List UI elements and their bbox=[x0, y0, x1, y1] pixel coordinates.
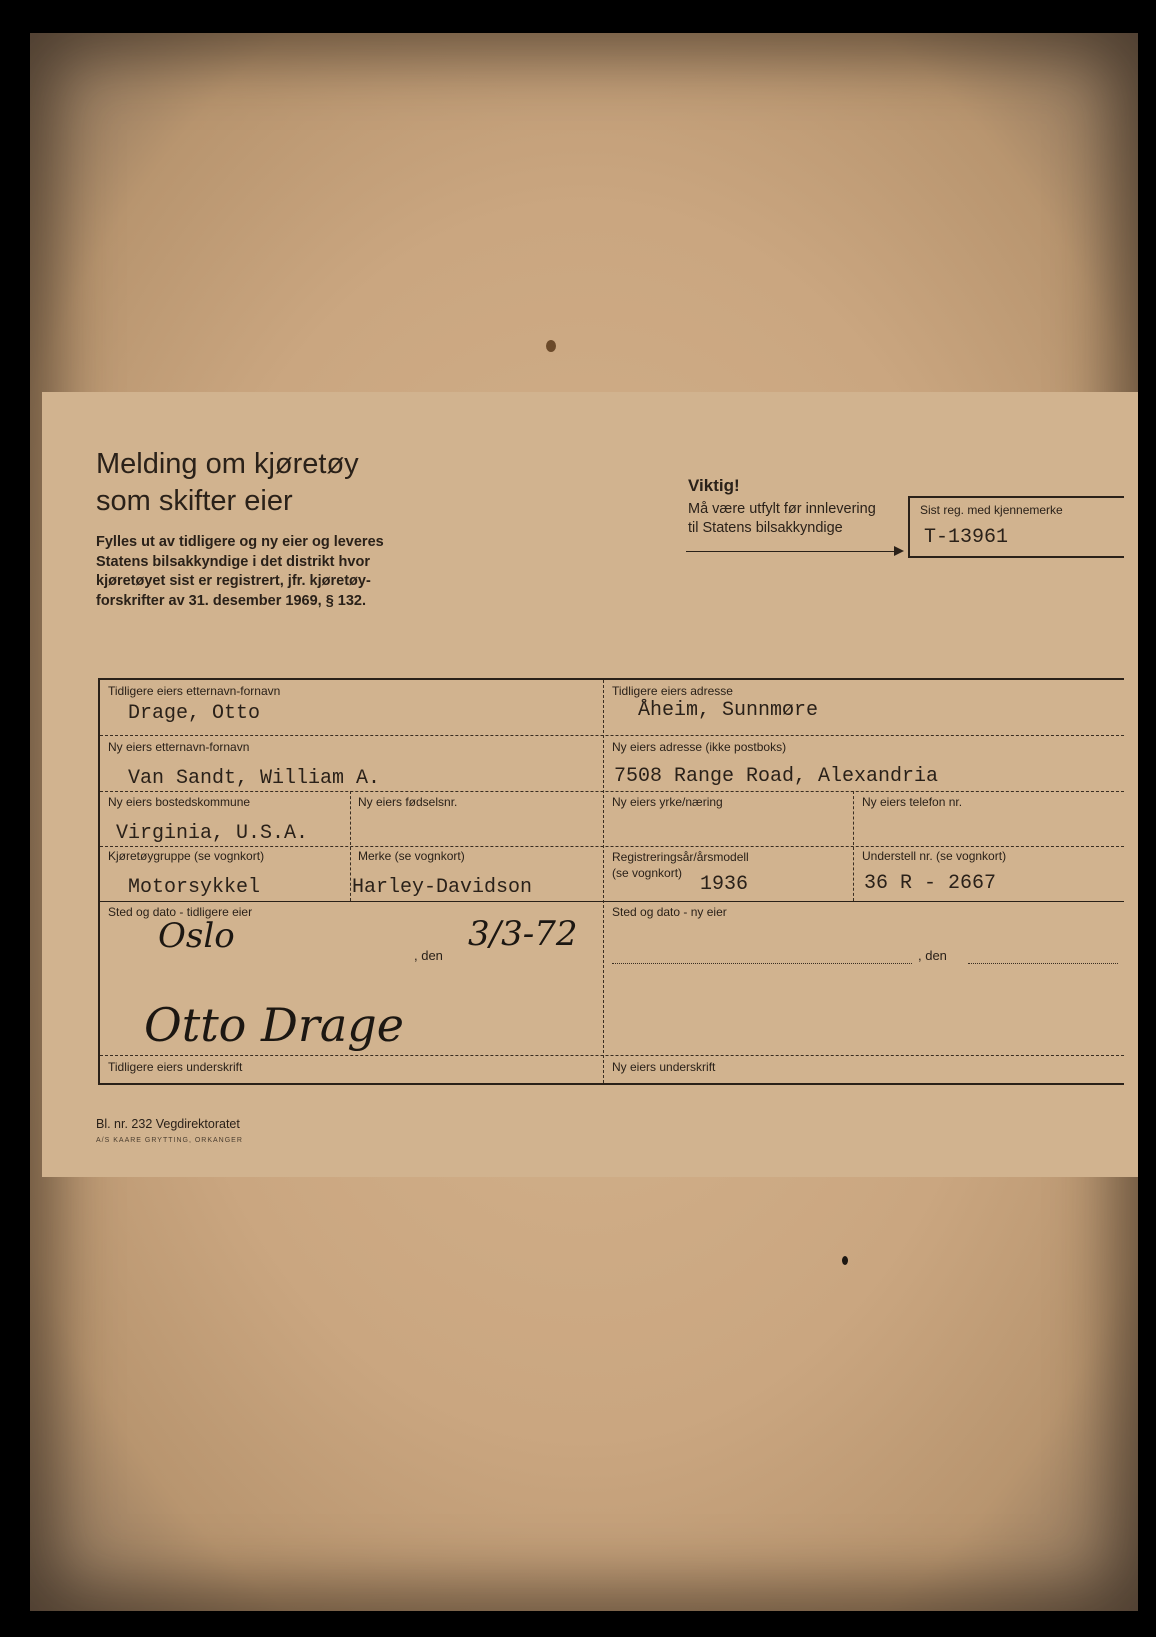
phone-label: Ny eiers telefon nr. bbox=[862, 795, 963, 809]
form-title: Melding om kjøretøy som skifter eier bbox=[96, 448, 359, 517]
column-divider bbox=[603, 680, 604, 1083]
column-divider bbox=[853, 791, 854, 901]
new-owner-address-value: 7508 Range Road, Alexandria bbox=[614, 765, 939, 788]
new-den-label: , den bbox=[918, 948, 947, 963]
new-owner-name-label: Ny eiers etternavn-fornavn bbox=[108, 740, 250, 754]
form-number: Bl. nr. 232 Vegdirektoratet bbox=[96, 1117, 240, 1131]
row-divider bbox=[100, 846, 1124, 847]
municipality-value: Virginia, U.S.A. bbox=[116, 822, 309, 845]
prev-signature-label: Tidligere eiers underskrift bbox=[108, 1060, 243, 1074]
new-place-date-label: Sted og dato - ny eier bbox=[612, 905, 727, 919]
vehicle-group-label: Kjøretøygruppe (se vognkort) bbox=[108, 849, 265, 863]
new-place-line bbox=[612, 963, 912, 964]
make-value: Harley-Davidson bbox=[352, 876, 533, 899]
vehicle-group-value: Motorsykkel bbox=[128, 876, 261, 899]
printer-imprint: A/S KAARE GRYTTING, ORKANGER bbox=[96, 1137, 243, 1144]
prev-place-date-label: Sted og dato - tidligere eier bbox=[108, 905, 253, 919]
municipality-label: Ny eiers bostedskommune bbox=[108, 795, 251, 809]
prev-owner-address-value: Åheim, Sunnmøre bbox=[638, 699, 819, 722]
registration-label: Sist reg. med kjennemerke bbox=[920, 503, 1063, 517]
registration-value: T-13961 bbox=[924, 526, 1009, 549]
new-owner-name-value: Van Sandt, William A. bbox=[128, 767, 381, 790]
row-divider bbox=[100, 1055, 1124, 1056]
row-divider bbox=[100, 901, 1124, 902]
prev-date-handwritten: 3/3-72 bbox=[468, 914, 578, 954]
new-date-line bbox=[968, 963, 1118, 964]
stain bbox=[842, 1256, 848, 1265]
birth-number-label: Ny eiers fødselsnr. bbox=[358, 795, 458, 809]
prev-owner-address-label: Tidligere eiers adresse bbox=[612, 684, 733, 698]
prev-owner-name-label: Tidligere eiers etternavn-fornavn bbox=[108, 684, 281, 698]
new-owner-address-label: Ny eiers adresse (ikke postboks) bbox=[612, 740, 787, 754]
make-label: Merke (se vognkort) bbox=[358, 849, 465, 863]
column-divider bbox=[350, 791, 351, 901]
reg-year-label: Registreringsår/årsmodell (se vognkort) bbox=[612, 850, 749, 880]
reg-year-value: 1936 bbox=[700, 873, 749, 896]
arrow-right-icon bbox=[894, 546, 904, 556]
row-divider bbox=[100, 791, 1124, 792]
new-signature-label: Ny eiers underskrift bbox=[612, 1060, 716, 1074]
stain bbox=[546, 340, 556, 352]
prev-place-handwritten: Oslo bbox=[158, 916, 235, 956]
form-instructions: Fylles ut av tidligere og ny eier og leveres Statens bilsakkyndige i det distrikt hvor kjøretøyet sist er registrert, jfr. kjøretøy- forskrifter av 31. desember 1969, § 132. bbox=[96, 534, 384, 609]
chassis-label: Understell nr. (se vognkort) bbox=[862, 849, 1007, 863]
row-divider bbox=[100, 735, 1124, 736]
owner-change-table bbox=[98, 678, 1124, 1085]
arrow-line bbox=[686, 551, 900, 552]
den-label: , den bbox=[414, 948, 443, 963]
prev-owner-signature: Otto Drage bbox=[144, 998, 404, 1052]
chassis-value: 36 R - 2667 bbox=[864, 872, 997, 895]
prev-owner-name-value: Drage, Otto bbox=[128, 702, 261, 725]
important-heading: Viktig! bbox=[688, 476, 740, 495]
important-note: Må være utfylt før innlevering til Statens bilsakkyndige bbox=[688, 501, 876, 536]
occupation-label: Ny eiers yrke/næring bbox=[612, 795, 723, 809]
registration-box bbox=[908, 496, 1124, 558]
